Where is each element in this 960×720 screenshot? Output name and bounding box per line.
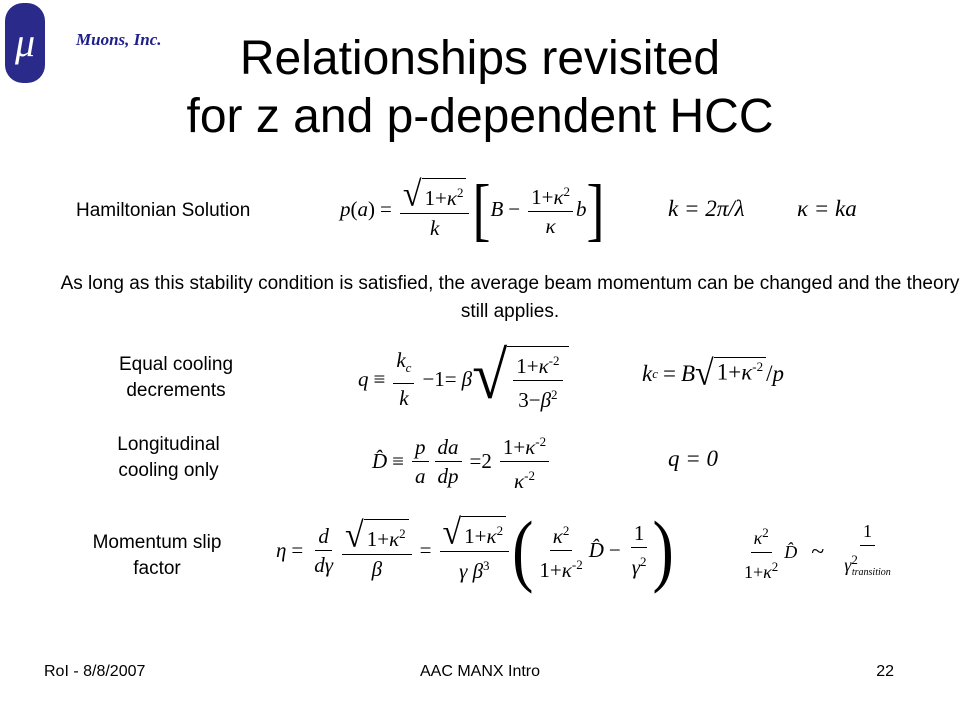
title-line-2: for z and p-dependent HCC	[186, 90, 774, 143]
hamiltonian-label: Hamiltonian Solution	[76, 200, 251, 221]
momentum-slip-label: Momentum slip factor	[92, 532, 222, 579]
transition-relation: $\frac{\kappa^2}{1+\kappa^2}$ D̂ ~ $\frac{1}{\gamma^2_{transition}}$	[738, 522, 897, 582]
q-zero: q = 0	[668, 446, 719, 471]
equal-cooling-label: Equal cooling decrements	[118, 354, 234, 401]
equal-cooling-equation: q ≡ $\frac{k_c}{k}$ −1= β √ $\frac{1+\kappa^{-2}}{3-\beta^2}$	[358, 340, 569, 418]
longitudinal-label: Longitudinal cooling only	[117, 434, 220, 481]
kc-equation: k c = B √ $1+\kappa^{-2}$ / p	[642, 354, 784, 393]
page-number: 22	[876, 663, 894, 680]
slide-title	[0, 30, 960, 146]
tilde-symbol: ~	[811, 538, 825, 565]
logo-mu-glyph: μ	[14, 20, 36, 65]
kappa-definition: κ = ka	[797, 196, 857, 221]
footer-left: RoI - 8/8/2007	[44, 663, 146, 680]
company-name: Muons, Inc.	[76, 30, 162, 49]
stability-note: As long as this stability condition is satisfied, the average beam momentum can be changed and the theory still applies.	[60, 273, 960, 322]
footer-center: AAC MANX Intro	[419, 663, 541, 680]
k-definition: k = 2π/λ	[668, 196, 745, 221]
title-line-1: Relationships revisited	[239, 32, 721, 85]
hamiltonian-equation: p ( a ) = √ $1+\kappa^2$ k [ B − $\frac{1+\kappa^2}{\kappa}$ b ]	[340, 170, 605, 248]
d-hat-equation: D̂ ≡ $\frac{p}{a}$ $\frac{da}{dp}$ =2 $\frac{1+\kappa^{-2}}{\kappa^{-2}}$	[372, 428, 552, 494]
eta-equation: η = $\frac{d}{d\gamma}$ √ $1+\kappa^2$ β = √ $1+\kappa^2$ γ $\beta^3$ ( $\frac{\kappa^2}{1+\kappa^{-2}}$ D̂ − $\frac{1}{\gamma^2}$ )	[276, 505, 674, 594]
